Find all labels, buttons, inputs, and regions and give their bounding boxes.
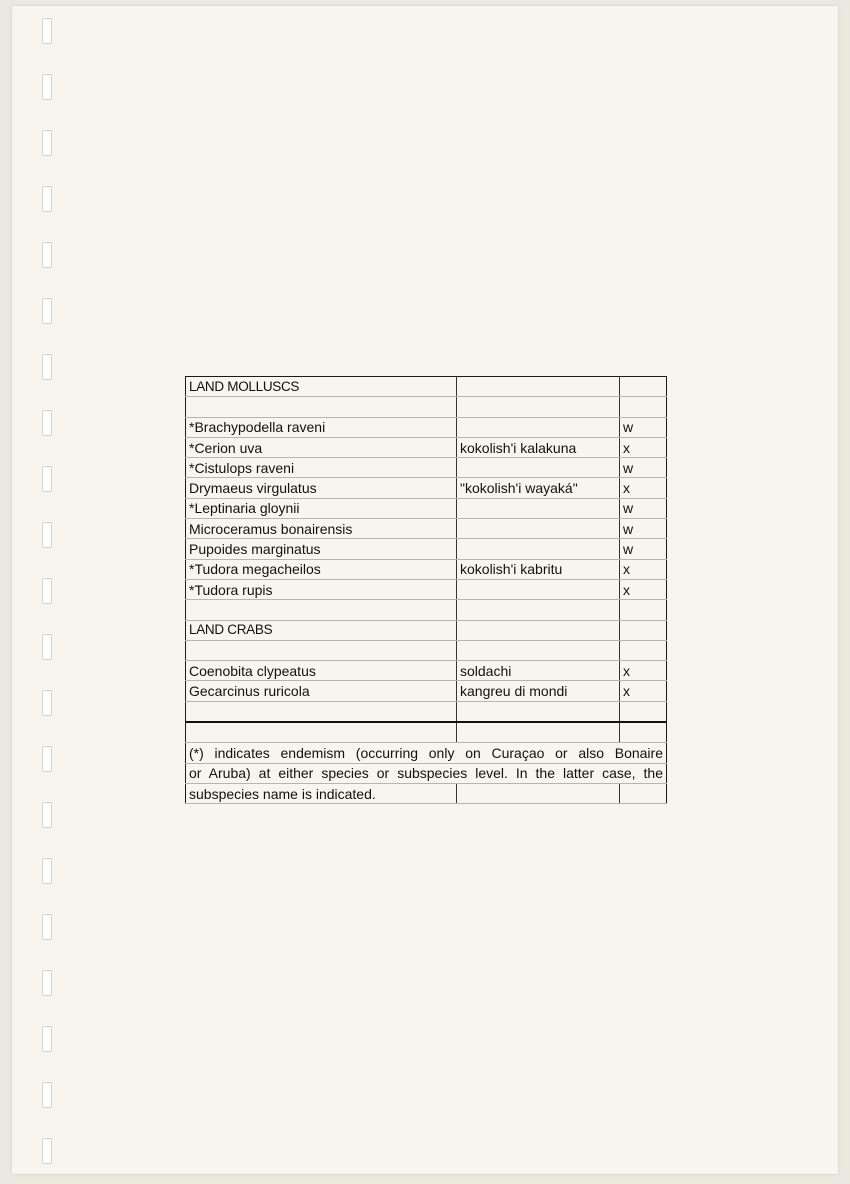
local-name xyxy=(457,417,620,437)
status-code: w xyxy=(620,498,667,518)
species-name: *Brachypodella raveni xyxy=(186,417,457,437)
local-name xyxy=(457,519,620,539)
binder-hole xyxy=(42,634,52,660)
local-name xyxy=(457,539,620,559)
status-code: x xyxy=(620,661,667,681)
binder-hole xyxy=(42,1138,52,1164)
table-row xyxy=(186,661,667,681)
footnote-row xyxy=(186,743,667,763)
binder-hole xyxy=(42,298,52,324)
table-row xyxy=(186,437,667,457)
local-name: kokolish'i kabritu xyxy=(457,559,620,579)
section-header-row xyxy=(186,377,667,397)
footnote-line: or Aruba) at either species or subspecies level. In the latter case, the xyxy=(186,763,667,783)
local-name: kokolish'i kalakuna xyxy=(457,437,620,457)
table-row xyxy=(186,681,667,701)
species-name: *Tudora rupis xyxy=(186,579,457,599)
section-heading-land-molluscs: LAND MOLLUSCS xyxy=(186,377,457,397)
species-table xyxy=(185,376,667,804)
table-row xyxy=(186,478,667,498)
status-code: x xyxy=(620,681,667,701)
binder-hole xyxy=(42,746,52,772)
species-name: Gecarcinus ruricola xyxy=(186,681,457,701)
footnote-row xyxy=(186,783,667,803)
species-name: Coenobita clypeatus xyxy=(186,661,457,681)
status-code: x xyxy=(620,437,667,457)
binder-hole xyxy=(42,74,52,100)
spacer-row xyxy=(186,701,667,722)
table-row xyxy=(186,458,667,478)
status-code: x xyxy=(620,579,667,599)
species-name: Drymaeus virgulatus xyxy=(186,478,457,498)
table-row xyxy=(186,559,667,579)
binder-hole xyxy=(42,522,52,548)
local-name xyxy=(457,498,620,518)
local-name xyxy=(457,458,620,478)
binder-hole xyxy=(42,690,52,716)
status-code: x xyxy=(620,559,667,579)
binder-hole xyxy=(42,802,52,828)
local-name: "kokolish'i wayaká" xyxy=(457,478,620,498)
status-code: w xyxy=(620,539,667,559)
section-header-row xyxy=(186,620,667,640)
binder-hole xyxy=(42,186,52,212)
table-row xyxy=(186,539,667,559)
spacer-row xyxy=(186,722,667,743)
status-code: w xyxy=(620,519,667,539)
table-row xyxy=(186,519,667,539)
binder-hole xyxy=(42,970,52,996)
binder-hole xyxy=(42,242,52,268)
section-heading-land-crabs: LAND CRABS xyxy=(186,620,457,640)
binder-hole xyxy=(42,354,52,380)
binder-hole xyxy=(42,1082,52,1108)
spacer-row xyxy=(186,640,667,660)
species-name: Pupoides marginatus xyxy=(186,539,457,559)
binder-hole xyxy=(42,130,52,156)
local-name: soldachi xyxy=(457,661,620,681)
table-row xyxy=(186,417,667,437)
species-name: *Leptinaria gloynii xyxy=(186,498,457,518)
table-row xyxy=(186,498,667,518)
footnote-line: subspecies name is indicated. xyxy=(186,783,457,803)
binder-hole xyxy=(42,410,52,436)
binder-hole xyxy=(42,466,52,492)
binder-hole xyxy=(42,858,52,884)
species-name: *Tudora megacheilos xyxy=(186,559,457,579)
status-code: x xyxy=(620,478,667,498)
binder-hole xyxy=(42,914,52,940)
species-name: *Cerion uva xyxy=(186,437,457,457)
binder-hole xyxy=(42,1026,52,1052)
binder-hole xyxy=(42,578,52,604)
spacer-row xyxy=(186,397,667,417)
species-name: *Cistulops raveni xyxy=(186,458,457,478)
local-name: kangreu di mondi xyxy=(457,681,620,701)
table-row xyxy=(186,579,667,599)
species-name: Microceramus bonairensis xyxy=(186,519,457,539)
status-code: w xyxy=(620,458,667,478)
footnote-row xyxy=(186,763,667,783)
local-name xyxy=(457,579,620,599)
binder-hole xyxy=(42,18,52,44)
spacer-row xyxy=(186,600,667,620)
status-code: w xyxy=(620,417,667,437)
footnote-line: (*) indicates endemism (occurring only on Curaçao or also Bonaire xyxy=(186,743,667,763)
